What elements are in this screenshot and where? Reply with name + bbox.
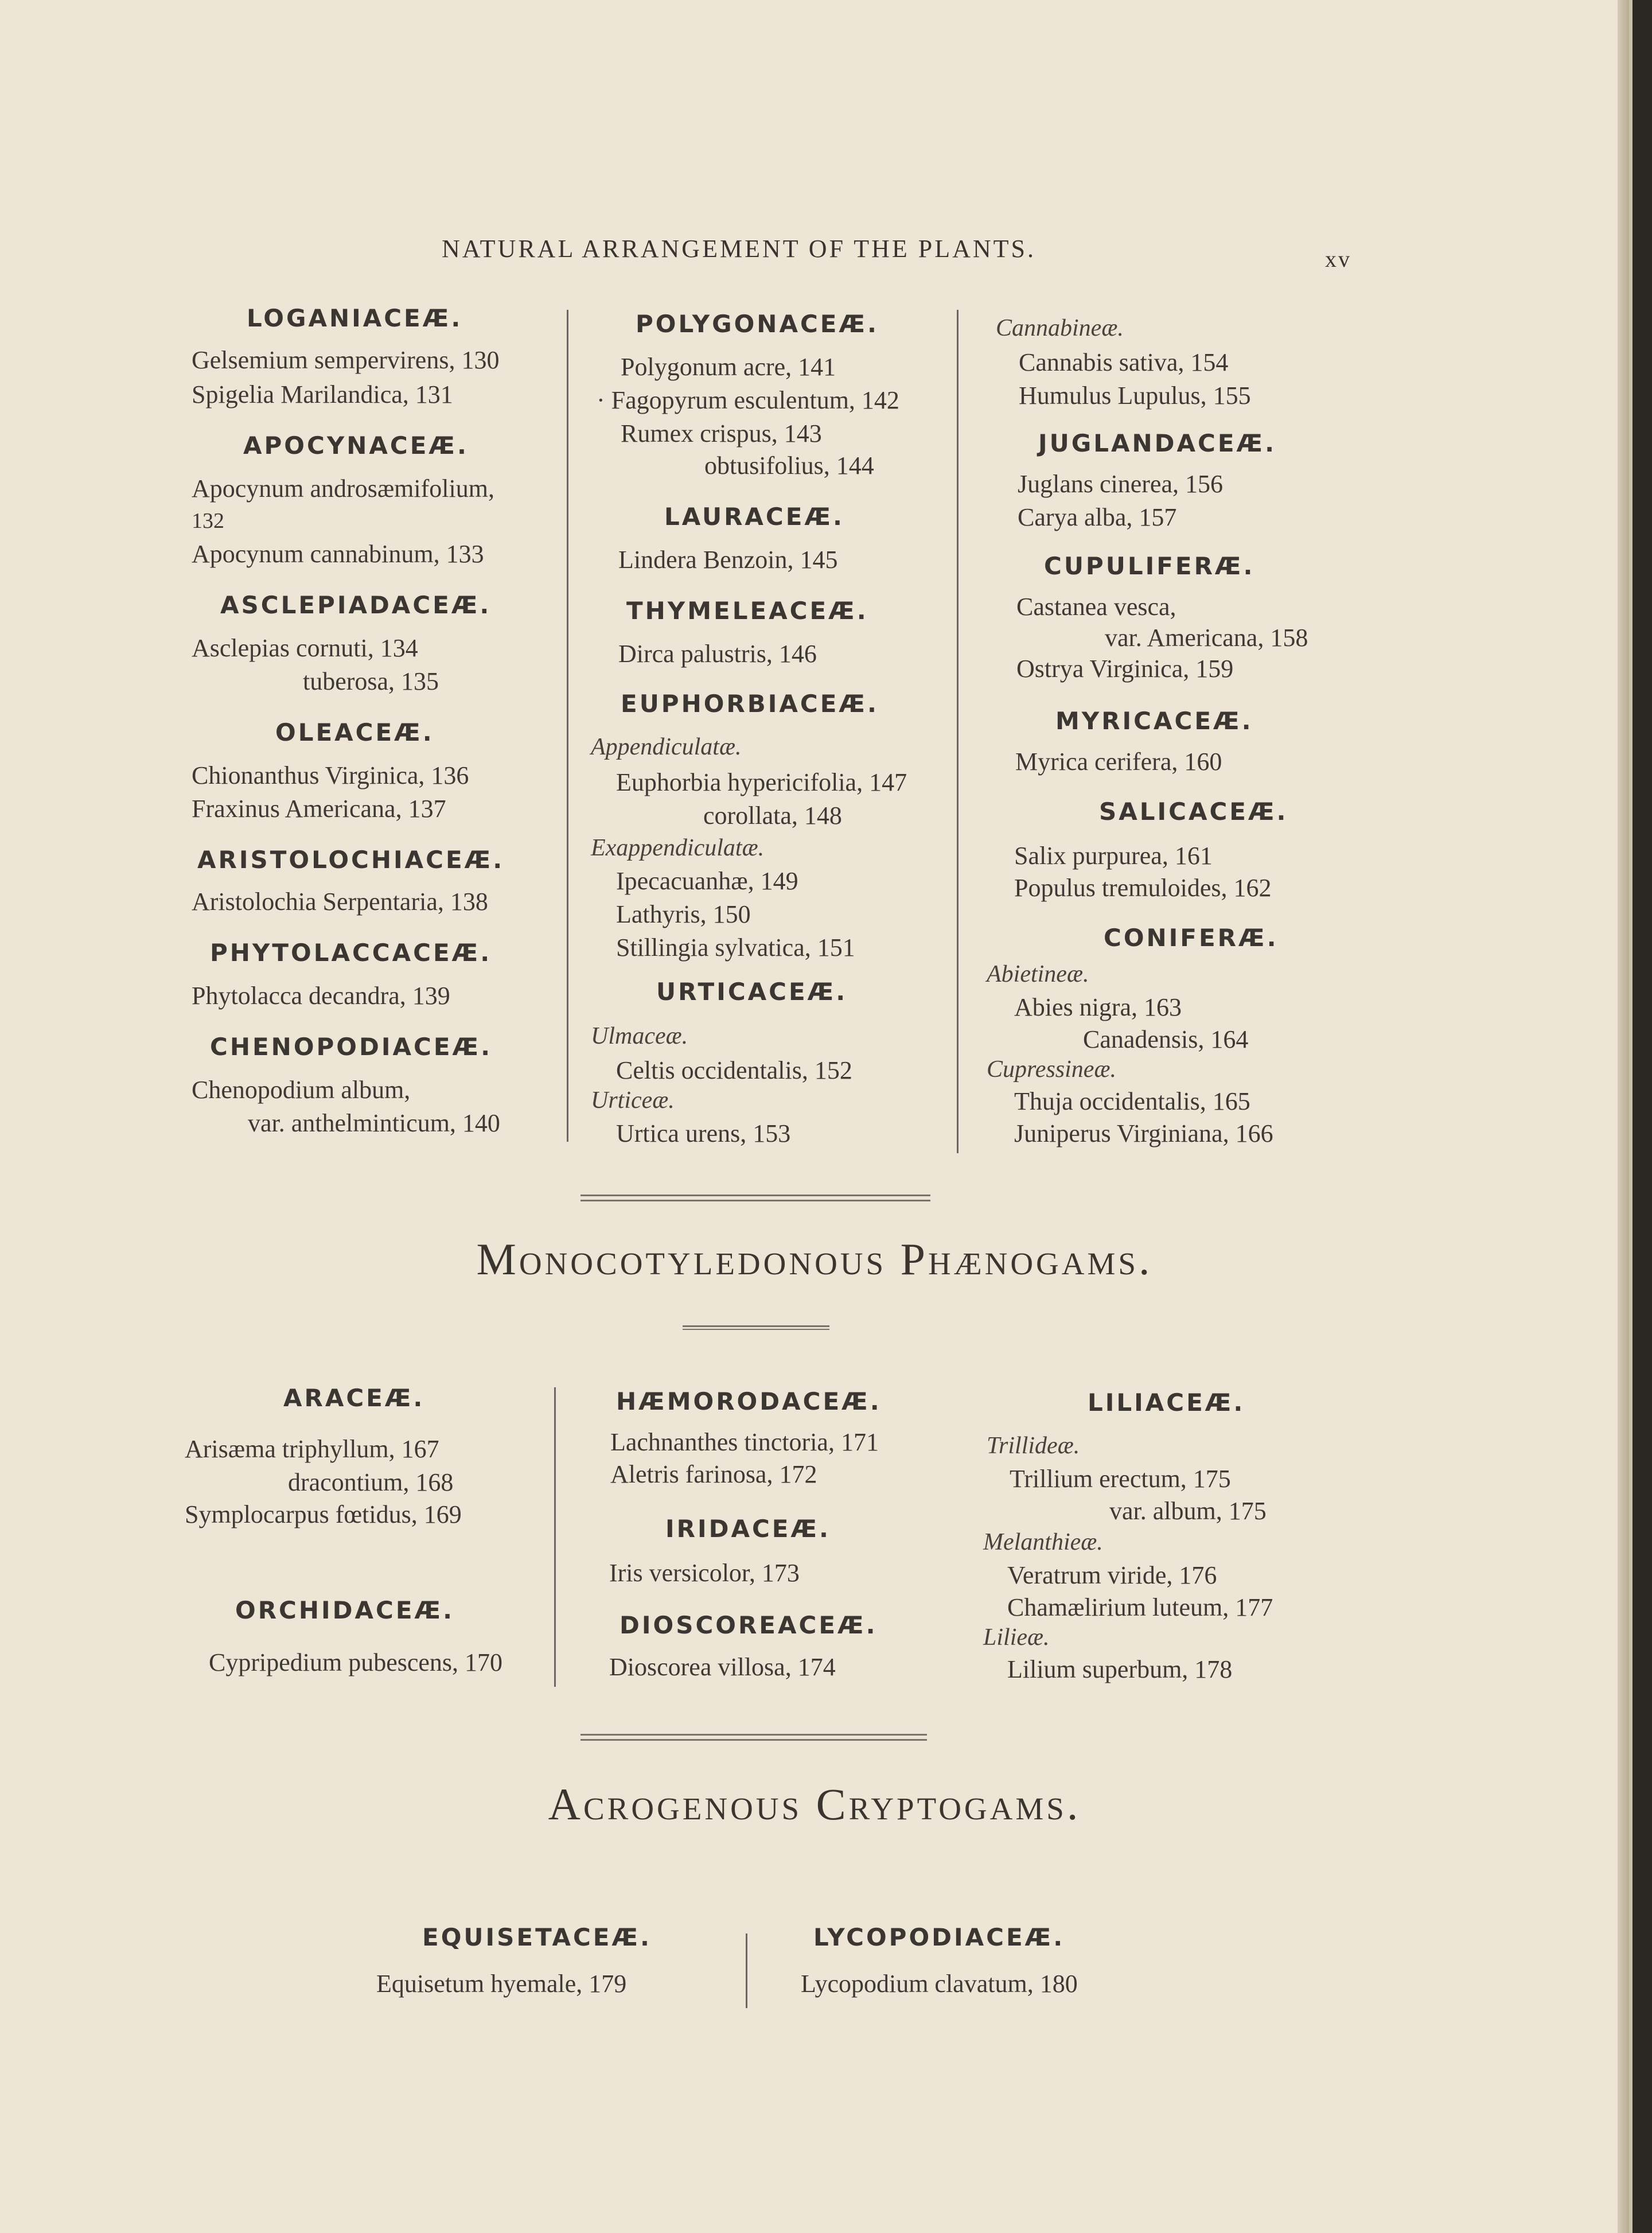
species-lindera: Lindera Benzoin, 145 [618,546,838,574]
column-divider [746,1934,747,2008]
family-chenopodiaceae: CHENOPODIACEÆ. [210,1033,493,1061]
tribe-urticeae: Urticeæ. [591,1087,675,1114]
species-cannabis: Cannabis sativa, 154 [1019,348,1229,376]
species-urtica: Urtica urens, 153 [616,1119,791,1147]
family-dioscoreaceae: DIOSCOREACEÆ. [620,1611,878,1639]
tribe-cannabineae: Cannabineæ. [996,315,1124,341]
species-juglans: Juglans cinerea, 156 [1018,470,1223,498]
double-rule [580,1734,927,1741]
family-haemodoraceae: HÆMORODACEÆ. [616,1387,882,1415]
short-rule [683,1325,829,1330]
species-ipecacuanhae: Ipecacuanhæ, 149 [616,867,798,895]
species-phytolacca: Phytolacca decandra, 139 [192,982,450,1010]
species-aristolochia: Aristolochia Serpentaria, 138 [192,888,488,916]
family-cupuliferae: CUPULIFERÆ. [1044,552,1255,580]
species-trillium: Trillium erectum, 175 [1010,1465,1231,1493]
species-apocynum-andro-page: 132 [192,509,224,533]
tribe-lilieae: Lilieæ. [983,1624,1050,1651]
species-lachnanthes: Lachnanthes tinctoria, 171 [610,1428,879,1456]
species-thuja: Thuja occidentalis, 165 [1014,1087,1250,1115]
family-araceae: ARACEÆ. [283,1384,425,1412]
family-liliaceae: LILIACEÆ. [1088,1388,1245,1417]
species-abies: Abies nigra, 163 [1014,993,1182,1021]
family-juglandaceae: JUGLANDACEÆ. [1038,429,1277,457]
species-lilium: Lilium superbum, 178 [1007,1655,1233,1683]
family-apocynaceae: APOCYNACEÆ. [243,431,469,460]
species-salix: Salix purpurea, 161 [1014,842,1213,870]
tribe-trillideae: Trillideæ. [987,1433,1080,1459]
species-lathyris: Lathyris, 150 [616,900,751,928]
species-lycopodium: Lycopodium clavatum, 180 [801,1970,1078,1998]
species-iris: Iris versicolor, 173 [609,1559,800,1587]
family-lauraceae: LAURACEÆ. [664,503,844,531]
tribe-cupressineae: Cupressineæ. [987,1056,1116,1083]
column-divider [567,310,568,1142]
family-salicaceae: SALICACEÆ. [1099,798,1288,826]
species-tuberosa: tuberosa, 135 [303,667,439,695]
species-chenopodium: Chenopodium album, [192,1076,411,1104]
family-aristolochiaceae: ARISTOLOCHIACEÆ. [197,846,505,874]
species-arisaema: Arisæma triphyllum, 167 [185,1435,439,1463]
family-loganiaceae: LOGANIACEÆ. [247,304,463,332]
species-populus: Populus tremuloides, 162 [1014,874,1272,902]
species-asclepias: Asclepias cornuti, 134 [192,634,418,662]
species-symplocarpus: Symplocarpus fœtidus, 169 [185,1500,462,1528]
family-orchidaceae: ORCHIDACEÆ. [235,1596,455,1624]
species-apocynum-andro: Apocynum androsæmifolium, [192,474,494,503]
species-ostrya: Ostrya Virginica, 159 [1016,655,1234,683]
family-iridaceae: IRIDACEÆ. [665,1515,831,1543]
page-number: xv [1325,246,1351,272]
species-trillium-album: var. album, 175 [1109,1497,1267,1525]
tribe-appendiculatae: Appendiculatæ. [591,734,742,760]
species-castanea-americana: var. Americana, 158 [1105,624,1308,652]
family-myricaceae: MYRICACEÆ. [1055,707,1253,735]
species-euphorbia: Euphorbia hypericifolia, 147 [616,768,907,796]
section-heading-monocot: Monocotyledonous Phænogams. [476,1234,1153,1284]
family-asclepiadaceae: ASCLEPIADACEÆ. [220,591,492,619]
species-stillingia: Stillingia sylvatica, 151 [616,933,855,962]
species-chionanthus: Chionanthus Virginica, 136 [192,761,469,789]
family-thymeleaceae: THYMELEACEÆ. [626,597,868,625]
family-urticaceae: URTICACEÆ. [656,978,848,1006]
running-head: NATURAL ARRANGEMENT OF THE PLANTS. [442,235,1037,263]
family-coniferae: CONIFERÆ. [1104,924,1279,952]
species-celtis: Celtis occidentalis, 152 [616,1056,852,1084]
tribe-exappendiculatae: Exappendiculatæ. [591,835,765,861]
species-spigelia: Spigelia Marilandica, 131 [192,380,453,409]
tribe-abietineae: Abietineæ. [987,961,1089,987]
tribe-ulmaceae: Ulmaceæ. [591,1023,688,1049]
species-dracontium: dracontium, 168 [288,1468,454,1496]
species-corollata: corollata, 148 [703,802,842,830]
family-euphorbiaceae: EUPHORBIACEÆ. [621,690,879,718]
tribe-melanthieae: Melanthieæ. [983,1529,1103,1555]
section-heading-acrogenous: Acrogenous Cryptogams. [548,1779,1081,1829]
species-cypripedium: Cypripedium pubescens, 170 [209,1648,503,1676]
species-fagopyrum: · Fagopyrum esculentum, 142 [597,386,899,414]
species-carya: Carya alba, 157 [1018,503,1177,531]
species-anthelminticum: var. anthelminticum, 140 [248,1109,500,1137]
species-obtusifolius: obtusifolius, 144 [704,452,874,480]
species-apocynum-cannabinum: Apocynum cannabinum, 133 [192,540,484,568]
family-oleaceae: OLEACEÆ. [275,718,434,746]
species-dirca: Dirca palustris, 146 [618,640,817,668]
species-dioscorea: Dioscorea villosa, 174 [609,1653,836,1681]
column-divider [554,1387,556,1687]
family-polygonaceae: POLYGONACEÆ. [636,310,879,338]
species-equisetum: Equisetum hyemale, 179 [376,1970,627,1998]
species-abies-canadensis: Canadensis, 164 [1083,1025,1249,1053]
species-gelsemium: Gelsemium sempervirens, 130 [192,346,500,374]
double-rule [580,1195,930,1201]
family-lycopodiaceae: LYCOPODIACEÆ. [813,1923,1065,1951]
species-aletris: Aletris farinosa, 172 [610,1460,817,1488]
species-myrica: Myrica cerifera, 160 [1015,748,1222,776]
species-veratrum: Veratrum viride, 176 [1007,1561,1217,1589]
page-edge [1618,0,1629,2233]
family-equisetaceae: EQUISETACEÆ. [422,1923,652,1951]
species-polygonum: Polygonum acre, 141 [621,353,836,381]
species-humulus: Humulus Lupulus, 155 [1019,382,1251,410]
species-castanea: Castanea vesca, [1016,593,1176,621]
species-fraxinus: Fraxinus Americana, 137 [192,795,446,823]
family-phytolaccaceae: PHYTOLACCACEÆ. [210,939,492,967]
species-chamaelirium: Chamælirium luteum, 177 [1007,1593,1273,1621]
species-juniperus: Juniperus Virginiana, 166 [1014,1119,1273,1147]
species-rumex: Rumex crispus, 143 [621,419,822,448]
column-divider [957,310,959,1153]
